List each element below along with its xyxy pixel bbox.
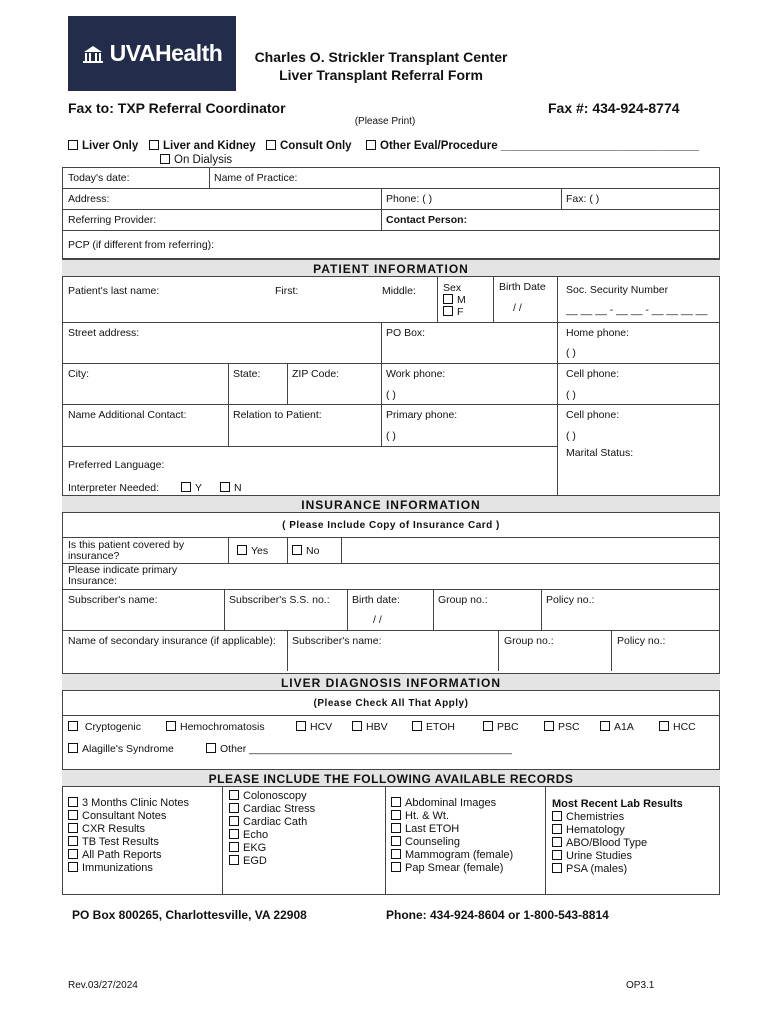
- dx-hcv[interactable]: [296, 721, 332, 733]
- checkbox[interactable]: [149, 140, 159, 150]
- interpreter-yes[interactable]: [181, 482, 202, 494]
- insurance-birth-date-label: Birth date:: [352, 594, 400, 606]
- last-name-field[interactable]: Patient's last name:: [68, 285, 160, 297]
- record-item[interactable]: [229, 855, 315, 868]
- record-item[interactable]: [229, 816, 315, 829]
- checkbox[interactable]: [391, 862, 401, 872]
- record-label: Hematology: [566, 824, 625, 836]
- record-label: Colonoscopy: [243, 790, 307, 802]
- option-label: ETOH: [426, 721, 455, 733]
- referring-provider-field[interactable]: Referring Provider:: [68, 214, 157, 226]
- option-label: Consult Only: [280, 140, 352, 152]
- checkbox[interactable]: [391, 810, 401, 820]
- record-item[interactable]: [229, 842, 315, 855]
- address-field[interactable]: Address:: [68, 193, 110, 205]
- record-label: Cardiac Stress: [243, 803, 316, 815]
- todays-date-field[interactable]: Today's date:: [68, 172, 130, 184]
- logo-text: UVAHealth: [109, 40, 223, 66]
- checkbox[interactable]: [166, 721, 176, 731]
- option-label: A1A: [614, 721, 634, 733]
- dx-a1a[interactable]: [600, 721, 634, 733]
- checkbox[interactable]: [68, 721, 78, 731]
- record-item[interactable]: [68, 810, 189, 823]
- checkbox[interactable]: [552, 837, 562, 847]
- record-item[interactable]: [229, 803, 315, 816]
- record-item[interactable]: [391, 810, 513, 823]
- interpreter-label: Interpreter Needed:: [68, 482, 160, 494]
- option-label: On Dialysis: [174, 154, 233, 166]
- record-label: Consultant Notes: [82, 810, 167, 822]
- record-label: Ht. & Wt.: [405, 810, 449, 822]
- fax-to: Fax to: TXP Referral Coordinator: [68, 100, 286, 116]
- dx-hcc[interactable]: [659, 721, 696, 733]
- form-code: OP3.1: [626, 980, 655, 991]
- form-name: Liver Transplant Referral Form: [279, 67, 483, 83]
- checkbox[interactable]: [544, 721, 554, 731]
- record-item[interactable]: [552, 863, 683, 876]
- cell-phone-field[interactable]: ( ): [566, 389, 576, 401]
- covered-yes[interactable]: [237, 545, 268, 557]
- checkbox[interactable]: [352, 721, 362, 731]
- record-label: Pap Smear (female): [405, 862, 504, 874]
- record-item[interactable]: [391, 797, 513, 810]
- record-label: Last ETOH: [405, 823, 460, 835]
- option-label: Yes: [251, 545, 269, 557]
- diagnosis-note: (Please Check All That Apply): [313, 698, 469, 709]
- record-label: Chemistries: [566, 811, 625, 823]
- record-item[interactable]: [229, 829, 315, 842]
- footer-address: PO Box 800265, Charlottesville, VA 22908: [72, 908, 307, 922]
- record-label: TB Test Results: [82, 836, 159, 848]
- checkbox[interactable]: [600, 721, 610, 731]
- please-print: (Please Print): [354, 116, 416, 127]
- checkbox[interactable]: [237, 545, 247, 555]
- zip-field[interactable]: ZIP Code:: [292, 368, 340, 380]
- first-name-field[interactable]: First:: [275, 285, 299, 297]
- record-item[interactable]: [391, 836, 513, 849]
- footer-phone: Phone: 434-924-8604 or 1-800-543-8814: [386, 908, 609, 922]
- dx-psc[interactable]: [544, 721, 580, 733]
- birth-date-field[interactable]: / /: [513, 302, 522, 314]
- checkbox[interactable]: [552, 863, 562, 873]
- po-box-field[interactable]: PO Box:: [386, 327, 426, 339]
- option-label: M: [457, 294, 466, 306]
- checkbox[interactable]: [68, 797, 78, 807]
- option-label: PBC: [497, 721, 519, 733]
- record-label: 3 Months Clinic Notes: [82, 797, 189, 809]
- patient-info-heading: PATIENT INFORMATION: [62, 259, 720, 277]
- dx-hbv[interactable]: [352, 721, 388, 733]
- option-label: No: [306, 545, 320, 557]
- record-label: Echo: [243, 829, 269, 841]
- option-label: Liver and Kidney: [163, 140, 256, 152]
- subscriber-ssn-field[interactable]: Subscriber's S.S. no.:: [229, 594, 330, 606]
- relation-field[interactable]: Relation to Patient:: [233, 409, 322, 421]
- fax-field[interactable]: Fax: ( ): [566, 193, 600, 205]
- record-label: Counseling: [405, 836, 461, 848]
- checkbox[interactable]: [68, 823, 78, 833]
- checkbox[interactable]: [266, 140, 276, 150]
- checkbox[interactable]: [552, 824, 562, 834]
- street-address-field[interactable]: Street address:: [68, 327, 140, 339]
- checkbox[interactable]: [391, 797, 401, 807]
- option-label: Y: [195, 482, 203, 494]
- record-item[interactable]: [552, 811, 683, 824]
- record-item[interactable]: [552, 837, 683, 850]
- ssn-field[interactable]: __ __ __ - __ __ - __ __ __ __: [566, 304, 708, 316]
- dx-hemochromatosis[interactable]: [166, 721, 265, 733]
- checkbox[interactable]: [296, 721, 306, 731]
- record-item[interactable]: [391, 823, 513, 836]
- option-label: Cryptogenic: [84, 721, 141, 733]
- option-consult-only[interactable]: [266, 140, 352, 152]
- secondary-insurance-field[interactable]: Name of secondary insurance (if applicable):: [68, 635, 276, 647]
- dx-etoh[interactable]: [412, 721, 455, 733]
- record-label: EGD: [243, 855, 267, 867]
- dx-pbc[interactable]: [483, 721, 519, 733]
- additional-contact-field[interactable]: Name Additional Contact:: [68, 409, 187, 421]
- preferred-language-field[interactable]: Preferred Language:: [68, 459, 165, 471]
- checkbox[interactable]: [160, 154, 170, 164]
- state-field[interactable]: State:: [233, 368, 261, 380]
- dx-other[interactable]: [206, 743, 512, 755]
- interpreter-no[interactable]: [220, 482, 242, 494]
- city-field[interactable]: City:: [68, 368, 89, 380]
- cell-phone-label-2: Cell phone:: [566, 409, 620, 421]
- records-col1: [68, 797, 189, 875]
- option-on-dialysis[interactable]: [160, 154, 232, 166]
- option-label: Liver Only: [82, 140, 139, 152]
- middle-name-field[interactable]: Middle:: [382, 285, 416, 297]
- record-label: Immunizations: [82, 862, 153, 874]
- checkbox[interactable]: [229, 829, 239, 839]
- record-item[interactable]: [68, 797, 189, 810]
- records-col3: [391, 797, 513, 875]
- ssn-label: Soc. Security Number: [566, 284, 669, 296]
- form-title: [250, 48, 512, 84]
- lab-results-title: Most Recent Lab Results: [552, 798, 683, 810]
- cell-phone-label: Cell phone:: [566, 368, 620, 380]
- checkbox[interactable]: [391, 823, 401, 833]
- option-liver-only[interactable]: [68, 140, 138, 152]
- checkbox[interactable]: [68, 849, 78, 859]
- checkbox[interactable]: [483, 721, 493, 731]
- subscriber-name-field[interactable]: Subscriber's name:: [68, 594, 158, 606]
- home-phone-label: Home phone:: [566, 327, 630, 339]
- record-item[interactable]: [68, 862, 189, 875]
- checkbox[interactable]: [412, 721, 422, 731]
- record-label: Urine Studies: [566, 850, 633, 862]
- insurance-heading: INSURANCE INFORMATION: [62, 495, 720, 513]
- checkbox[interactable]: [68, 810, 78, 820]
- sex-label: Sex: [443, 282, 462, 294]
- checkbox[interactable]: [181, 482, 191, 492]
- record-label: ABO/Blood Type: [566, 837, 648, 849]
- cell-phone-field-2[interactable]: ( ): [566, 430, 576, 442]
- checkbox[interactable]: [391, 849, 401, 859]
- record-item[interactable]: [552, 850, 683, 863]
- checkbox[interactable]: [229, 790, 239, 800]
- checkbox[interactable]: [68, 862, 78, 872]
- checkbox[interactable]: [68, 743, 78, 753]
- checkbox[interactable]: [292, 545, 302, 555]
- checkbox[interactable]: [229, 816, 239, 826]
- checkbox[interactable]: [229, 803, 239, 813]
- primary-phone-field[interactable]: ( ): [386, 430, 396, 442]
- option-label: Alagille's Syndrome: [82, 743, 174, 755]
- checkbox[interactable]: [366, 140, 376, 150]
- primary-phone-label: Primary phone:: [386, 409, 458, 421]
- center-name: Charles O. Strickler Transplant Center: [254, 49, 508, 65]
- records-heading: PLEASE INCLUDE THE FOLLOWING AVAILABLE RECORDS: [62, 769, 720, 787]
- covered-no[interactable]: [292, 545, 319, 557]
- group-no-field[interactable]: Group no.:: [438, 594, 488, 606]
- sex-f-option[interactable]: [443, 306, 463, 318]
- checkbox[interactable]: [443, 294, 453, 304]
- records-col2: [229, 790, 315, 868]
- fax-number: Fax #: 434-924-8774: [548, 100, 680, 116]
- policy-no-field[interactable]: Policy no.:: [546, 594, 595, 606]
- practice-name-field[interactable]: Name of Practice:: [214, 172, 298, 184]
- phone-field[interactable]: Phone: ( ): [386, 193, 433, 205]
- covered-question: Is this patient covered by insurance?: [68, 539, 185, 562]
- option-label: HBV: [366, 721, 388, 733]
- option-other-eval[interactable]: [366, 140, 699, 152]
- checkbox[interactable]: [391, 836, 401, 846]
- checkbox[interactable]: [206, 743, 216, 753]
- record-label: PSA (males): [566, 863, 628, 875]
- checkbox[interactable]: [443, 306, 453, 316]
- record-item[interactable]: [68, 849, 189, 862]
- sex-m-option[interactable]: [443, 294, 466, 306]
- option-label: Other _____________________________________________: [220, 743, 512, 755]
- record-item[interactable]: [68, 823, 189, 836]
- rotunda-icon: [82, 44, 104, 64]
- checkbox[interactable]: [552, 850, 562, 860]
- option-label: F: [457, 306, 464, 318]
- dx-cryptogenic[interactable]: [68, 721, 141, 733]
- dx-alagille[interactable]: [68, 743, 174, 755]
- primary-insurance-field[interactable]: Please indicate primary Insurance:: [68, 564, 178, 587]
- insurance-birth-date-field[interactable]: / /: [373, 614, 382, 626]
- record-item[interactable]: [68, 836, 189, 849]
- record-item[interactable]: [552, 824, 683, 837]
- record-label: Mammogram (female): [405, 849, 514, 861]
- option-label: HCV: [310, 721, 333, 733]
- revision-date: Rev.03/27/2024: [68, 980, 138, 991]
- checkbox[interactable]: [229, 842, 239, 852]
- checkbox[interactable]: [229, 855, 239, 865]
- record-label: CXR Results: [82, 823, 145, 835]
- marital-status-field[interactable]: Marital Status:: [566, 447, 634, 459]
- pcp-field[interactable]: PCP (if different from referring):: [68, 239, 215, 251]
- record-item[interactable]: [229, 790, 315, 803]
- option-label: HCC: [673, 721, 696, 733]
- uva-health-logo: [68, 16, 236, 91]
- record-label: All Path Reports: [82, 849, 162, 861]
- checkbox[interactable]: [552, 811, 562, 821]
- birth-date-label: Birth Date: [499, 281, 546, 293]
- home-phone-field[interactable]: ( ): [566, 347, 576, 359]
- option-liver-kidney[interactable]: [149, 140, 256, 152]
- record-label: Cardiac Cath: [243, 816, 308, 828]
- checkbox[interactable]: [659, 721, 669, 731]
- checkbox[interactable]: [68, 836, 78, 846]
- record-item[interactable]: [391, 862, 513, 875]
- option-label: N: [234, 482, 242, 494]
- work-phone-field[interactable]: ( ): [386, 389, 396, 401]
- insurance-note: ( Please Include Copy of Insurance Card ): [282, 520, 500, 531]
- work-phone-label: Work phone:: [386, 368, 446, 380]
- record-label: Abdominal Images: [405, 797, 497, 809]
- secondary-subscriber-field[interactable]: Subscriber's name:: [292, 635, 382, 647]
- records-col4: [552, 798, 683, 876]
- secondary-group-field[interactable]: Group no.:: [504, 635, 554, 647]
- record-label: EKG: [243, 842, 267, 854]
- option-label: Other Eval/Procedure _______________________________: [380, 140, 700, 152]
- option-label: PSC: [558, 721, 580, 733]
- secondary-policy-field[interactable]: Policy no.:: [617, 635, 666, 647]
- checkbox[interactable]: [220, 482, 230, 492]
- option-label: Hemochromatosis: [180, 721, 265, 733]
- checkbox[interactable]: [68, 140, 78, 150]
- record-item[interactable]: [391, 849, 513, 862]
- diagnosis-heading: LIVER DIAGNOSIS INFORMATION: [62, 673, 720, 691]
- contact-person-field[interactable]: Contact Person:: [386, 214, 468, 226]
